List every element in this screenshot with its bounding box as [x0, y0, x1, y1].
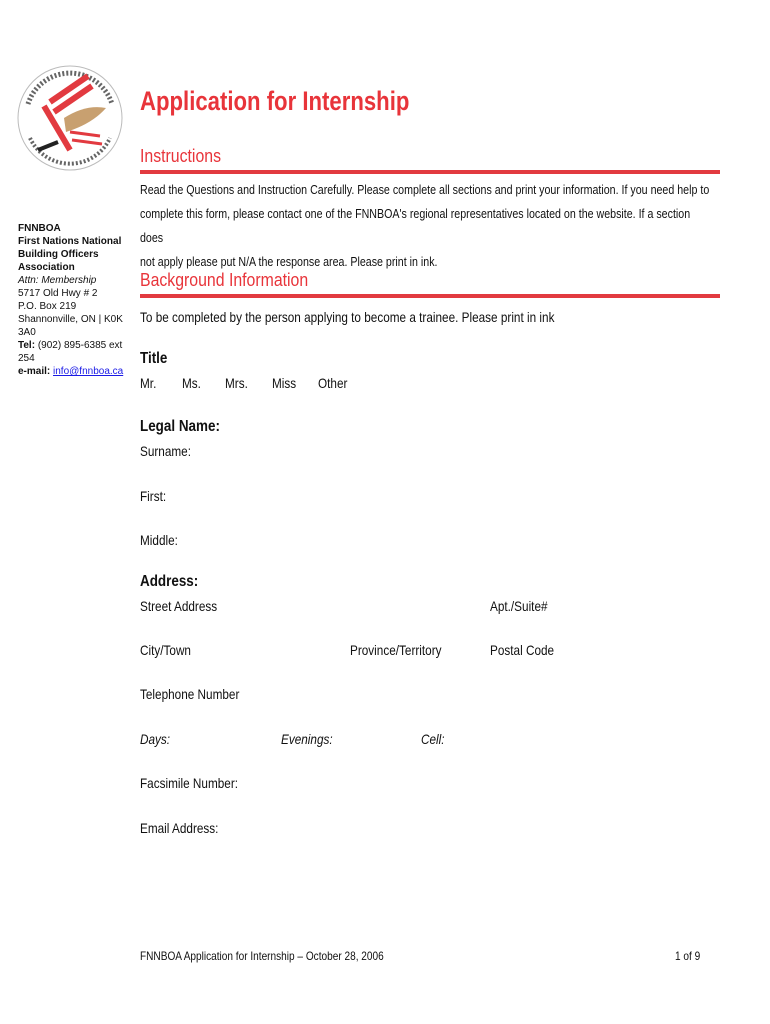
apt-suite-label: Apt./Suite#: [490, 598, 548, 614]
province-territory-label: Province/Territory: [350, 642, 442, 658]
org-name-line-3: Association: [18, 262, 75, 273]
background-heading: Background Information: [140, 270, 309, 290]
background-text: To be completed by the person applying to become a trainee. Please print in ink: [140, 309, 555, 325]
email-line: [18, 365, 128, 378]
background-rule: [140, 294, 720, 298]
address-line-3: Shannonville, ON | K0K 3A0: [18, 314, 123, 338]
instructions-line-1: Read the Questions and Instruction Carefully. Please complete all sections and print your information. If you need help to: [140, 182, 710, 197]
email-label: e-mail:: [18, 366, 51, 377]
title-option-miss[interactable]: Miss: [272, 375, 297, 391]
title-option-mr[interactable]: Mr.: [140, 375, 157, 391]
email-address-label: Email Address:: [140, 820, 219, 836]
instructions-line-2: complete this form, please contact one of the FNNBOA's regional representatives located on the website. If a section does: [140, 206, 691, 245]
document-title: Application for Internship: [140, 86, 410, 116]
fnnboa-logo: [14, 46, 126, 216]
days-phone-label: Days:: [140, 731, 171, 747]
instructions-text: [140, 178, 714, 274]
legal-name-heading: Legal Name:: [140, 418, 220, 435]
city-town-label: City/Town: [140, 642, 191, 658]
facsimile-number-label: Facsimile Number:: [140, 775, 239, 791]
instructions-heading: Instructions: [140, 146, 222, 166]
instructions-line-3: not apply please put N/A the response area. Please print in ink.: [140, 254, 438, 269]
tel-value: (902) 895-6385 ext 254: [18, 340, 123, 364]
street-address-label: Street Address: [140, 598, 218, 614]
surname-label: Surname:: [140, 443, 191, 459]
tel-label: Tel:: [18, 340, 36, 351]
title-heading: Title: [140, 350, 168, 367]
telephone-line: [18, 339, 128, 365]
org-short-name: FNNBOA: [18, 223, 61, 234]
address-heading: Address:: [140, 573, 199, 590]
organization-info: [18, 222, 128, 378]
telephone-number-label: Telephone Number: [140, 686, 240, 702]
instructions-rule: [140, 170, 720, 174]
org-name-line-1: First Nations National: [18, 236, 122, 247]
middle-name-label: Middle:: [140, 532, 178, 548]
footer-document-info: FNNBOA Application for Internship – October 28, 2006: [140, 949, 384, 963]
postal-code-label: Postal Code: [490, 642, 555, 658]
first-name-label: First:: [140, 488, 167, 504]
footer-page-number: 1 of 9: [675, 949, 701, 963]
address-line-1: 5717 Old Hwy # 2: [18, 288, 98, 299]
email-link[interactable]: info@fnnboa.ca: [53, 366, 124, 377]
title-option-ms[interactable]: Ms.: [182, 375, 201, 391]
cell-phone-label: Cell:: [421, 731, 445, 747]
org-name-line-2: Building Officers: [18, 249, 99, 260]
title-option-mrs[interactable]: Mrs.: [225, 375, 248, 391]
evenings-phone-label: Evenings:: [281, 731, 333, 747]
attn-line: Attn: Membership: [18, 275, 97, 286]
address-line-2: P.O. Box 219: [18, 301, 77, 312]
title-option-other[interactable]: Other: [318, 375, 348, 391]
